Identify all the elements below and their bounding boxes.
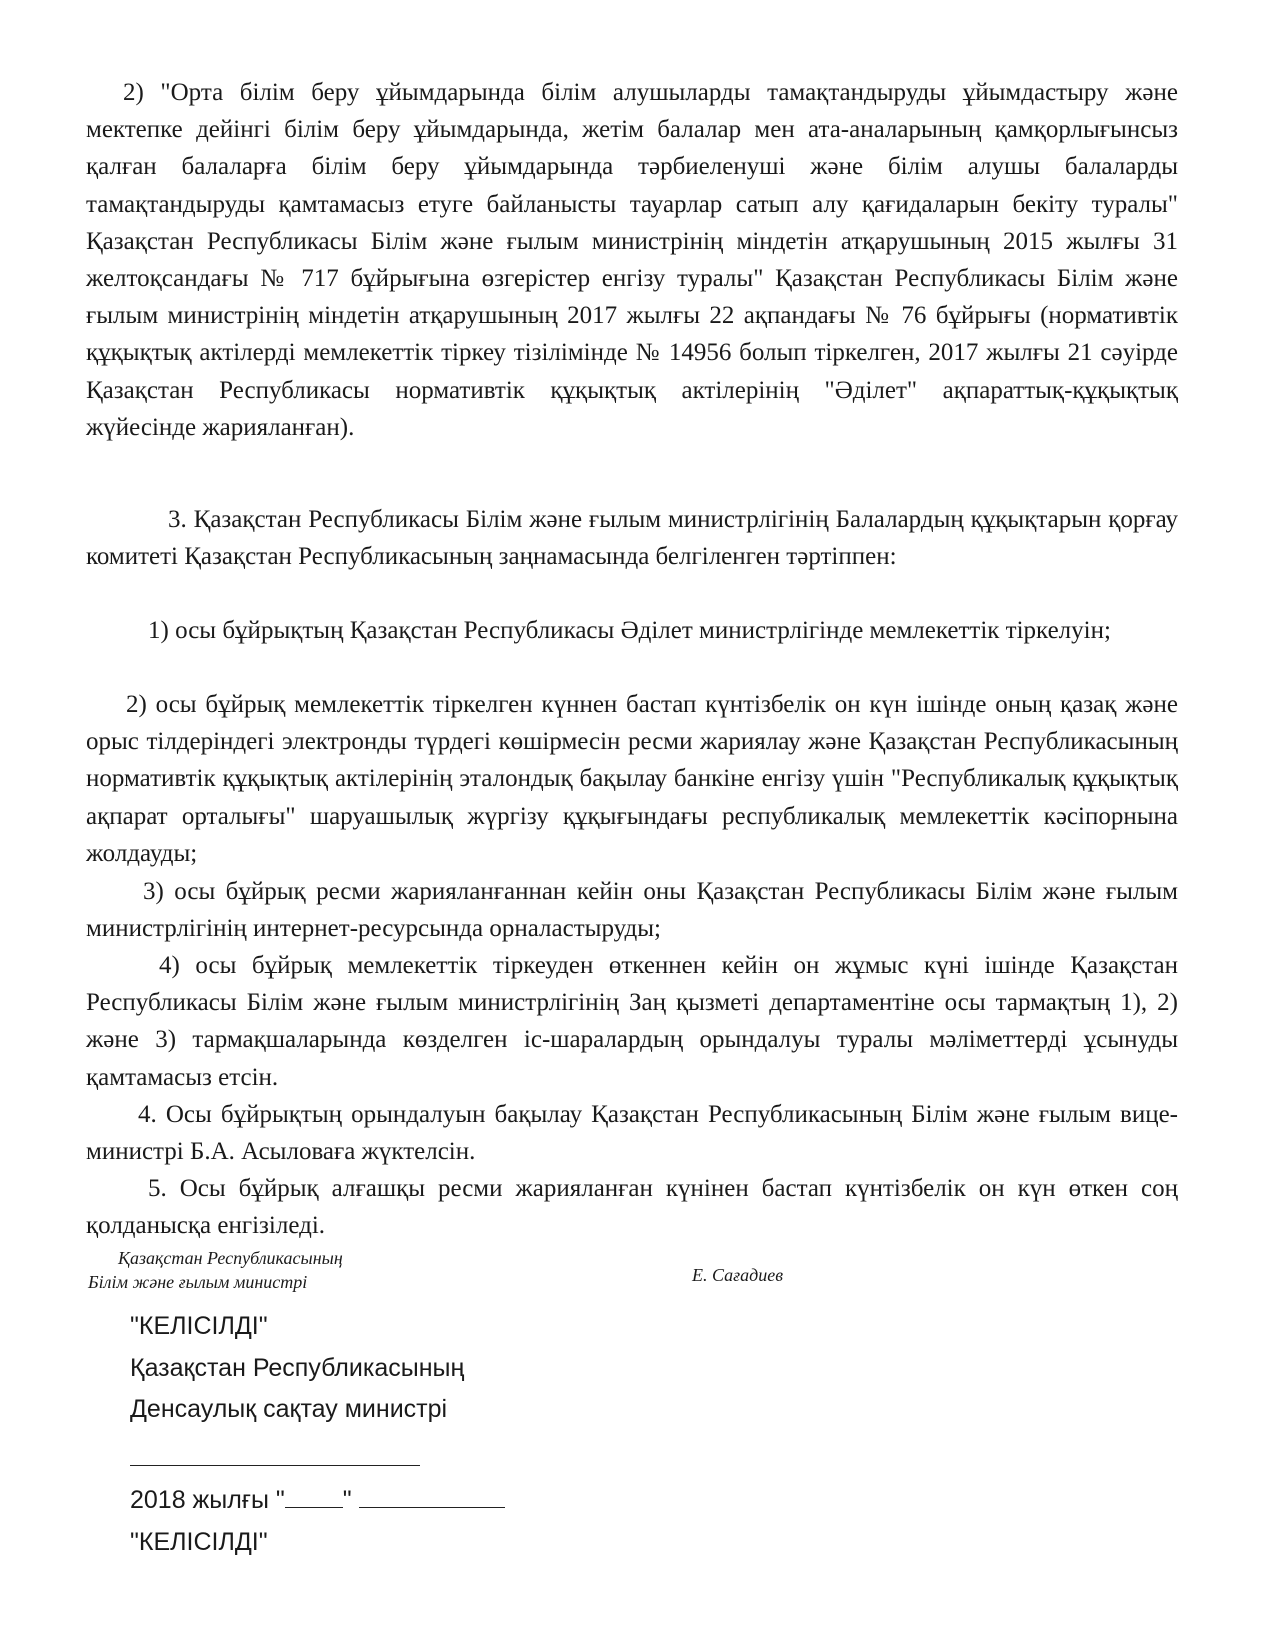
paragraph-item-3 [86, 501, 1178, 575]
paragraph-text: 4) осы бұйрық мемлекеттік тіркеуден өткеннен кейін он жұмыс күні ішінде Қазақстан Республикасы Білім және ғылым министрлігінің Заң қызметі департаментіне осы тармақтың 1), 2) және 3) тармақшаларында көзделген іс-шаралардың орындалуы туралы мәліметтерді ұсынуды қамтамасыз етсін. [86, 952, 1178, 1091]
paragraph-text: 5. Осы бұйрық алғашқы ресми жарияланған күнінен бастап күнтізбелік он күн өткен соң қолданысқа енгізіледі. [86, 1175, 1178, 1240]
day-blank [285, 1485, 343, 1508]
date-prefix: 2018 жылғы " [130, 1486, 285, 1514]
paragraph-subitem-4 [86, 947, 1178, 1096]
paragraph-subitem-1 [86, 612, 1178, 649]
approval-label: "КЕЛІСІЛДІ" [130, 1312, 268, 1340]
paragraph-text: 2) "Орта білім беру ұйымдарында білім алушыларды тамақтандыруды ұйымдастыру және мектепке дейінгі білім беру ұйымдарында, жетім балалар мен ата-аналарының қамқорлығынсыз қалған балаларға білім беру ұйымдарында тәрбиеленуші және білім алушы балаларды тамақтандыруды қамтамасыз етуге байланысты тауарлар сатып алу қағидаларын бекіту туралы" Қазақстан Республикасы Білім және ғылым министрінің міндетін атқарушының 2015 жылғы 31 желтоқсандағы № 717 бұйрығына өзгерістер енгізу туралы" Қазақстан Республикасы Білім және ғылым министрінің міндетін атқарушының 2017 жылғы 22 ақпандағы № 76 бұйрығы (нормативтік құқықтық актілерді мемлекеттік тіркеу тізілімінде № 14956 болып тіркелген, 2017 жылғы 21 сәуірде Қазақстан Республикасы нормативтік құқықтық актілерінің "Әділет" ақпараттық-құқықтық жүйесінде жарияланған). [86, 79, 1178, 441]
paragraph-text: 4. Осы бұйрықтың орындалуын бақылау Қазақстан Республикасының Білім және ғылым вице-министрі Б.А. Асыловаға жүктелсін. [86, 1101, 1178, 1166]
approval-org-line1: Қазақстан Республикасының [130, 1354, 465, 1382]
paragraph-item-5 [86, 1170, 1178, 1244]
paragraph-subitem-2 [86, 686, 1178, 872]
paragraph-text: 3) осы бұйрық ресми жарияланғаннан кейін оны Қазақстан Республикасы Білім және ғылым министрлігінің интернет-ресурсында орналастыруды; [86, 878, 1178, 943]
paragraph-text: 1) осы бұйрықтың Қазақстан Республикасы Әділет министрлігінде мемлекеттік тіркелуін; [148, 617, 1111, 644]
signatory-title-line1: Қазақстан Республикасының [118, 1248, 343, 1268]
paragraph-item-4 [86, 1096, 1178, 1170]
signatory-name: Е. Сағадиев [692, 1265, 784, 1285]
paragraph-text: 2) осы бұйрық мемлекеттік тіркелген күннен бастап күнтізбелік он күн ішінде оның қазақ және орыс тілдеріндегі электронды түрдегі көшірмесін ресми жариялау және Қазақстан Республикасының нормативтік құқықтық актілерінің эталондық бақылау банкіне енгізу үшін "Республикалық құқықтық ақпарат орталығы" шаруашылық жүргізу құқығындағы республикалық мемлекеттік кәсіпорнына жолдауды; [86, 691, 1178, 867]
paragraph-subitem-3 [86, 873, 1178, 947]
approval-label-second: "КЕЛІСІЛДІ" [130, 1528, 268, 1556]
date-quote-close: " [342, 1486, 352, 1514]
month-blank [359, 1485, 505, 1508]
signature-line [130, 1465, 420, 1466]
signatory-title-line2: Білім және ғылым министрі [88, 1272, 308, 1292]
paragraph-subitem-2-order [86, 74, 1178, 446]
approval-org-line2: Денсаулық сақтау министрі [130, 1395, 448, 1423]
paragraph-text: 3. Қазақстан Республикасы Білім және ғылым министрлігінің Балалардың құқықтарын қорғау комитеті Қазақстан Республикасының заңнамасында белгіленген тәртіппен: [86, 506, 1178, 571]
approval-date-line [130, 1482, 505, 1519]
